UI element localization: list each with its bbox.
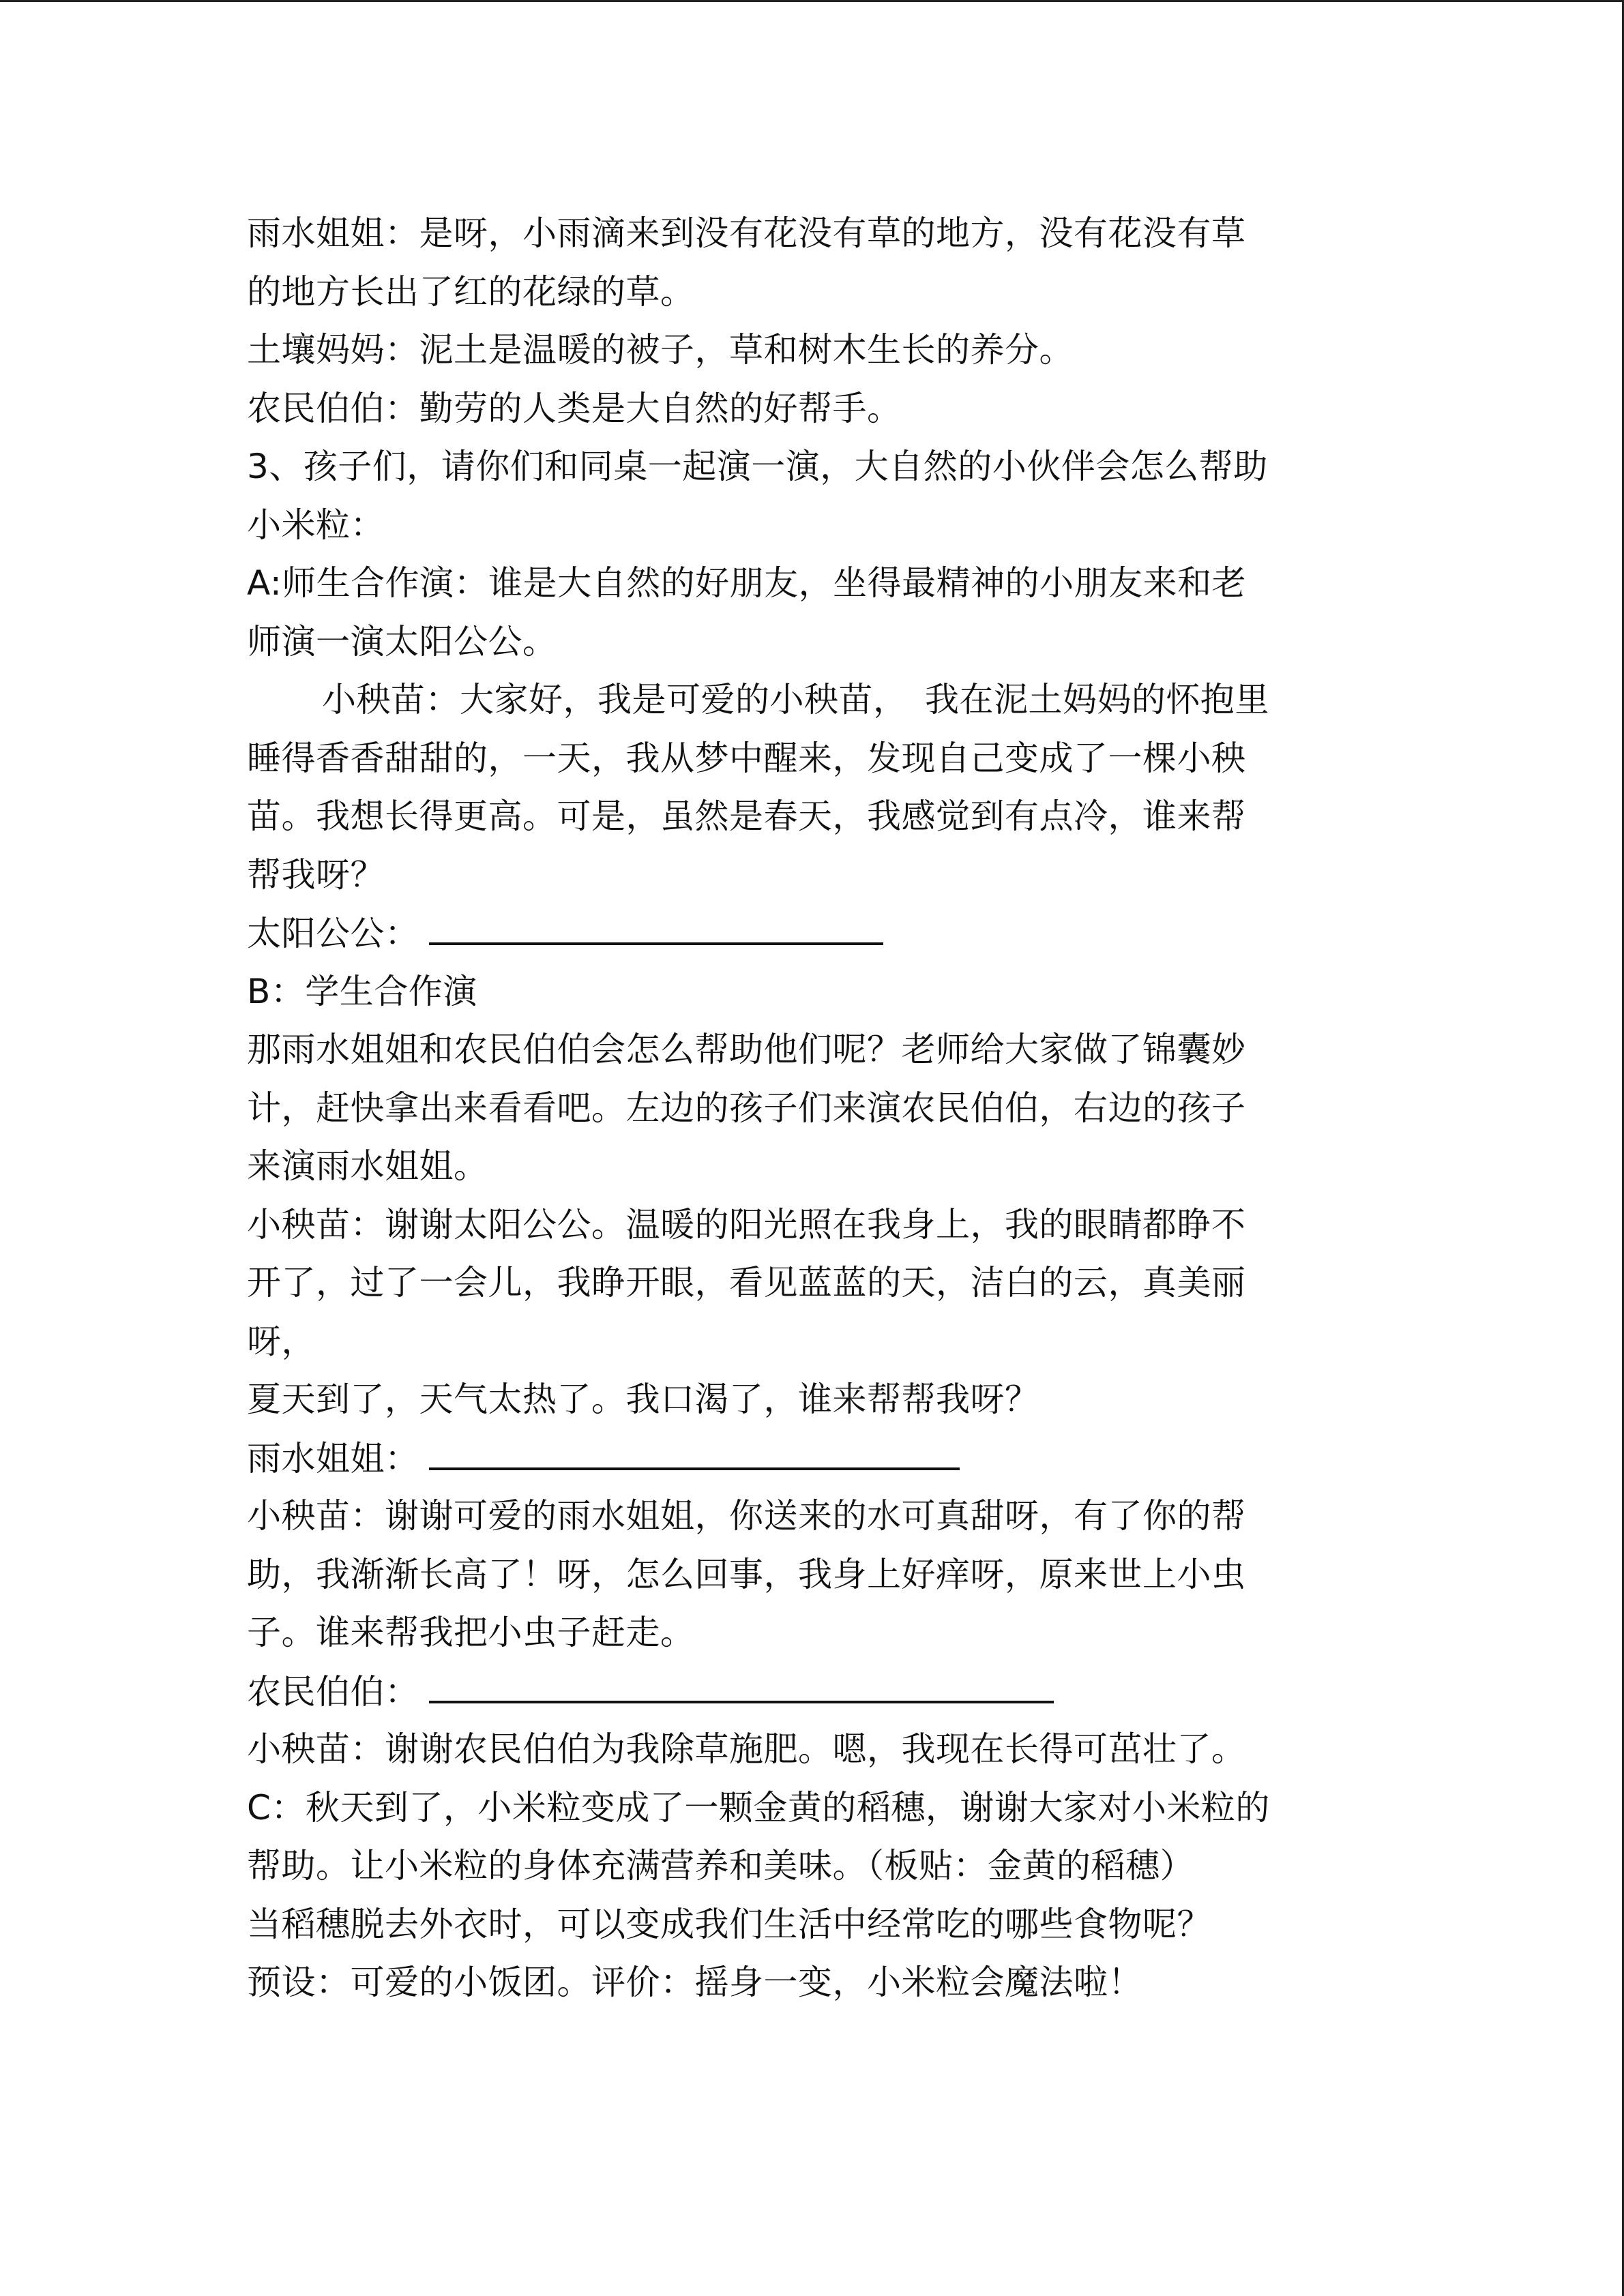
text-line: A:师生合作演：谁是大自然的好朋友，坐得最精神的小朋友来和老: [247, 563, 1247, 603]
text-line-with-blank: [247, 1663, 1406, 1721]
text-line: 开了，过了一会儿，我睁开眼，看见蓝蓝的天，洁白的云，真美丽: [247, 1263, 1246, 1302]
text-line: 那雨水姐姐和农民伯伯会怎么帮助他们呢？老师给大家做了锦囊妙: [247, 1030, 1246, 1069]
text-line-with-blank: [247, 1429, 1406, 1488]
text-line: 小秧苗：谢谢农民伯伯为我除草施肥。嗯，我现在长得可茁壮了。: [247, 1729, 1246, 1769]
text-line: 小秧苗：谢谢可爱的雨水姐姐，你送来的水可真甜呀，有了你的帮: [247, 1496, 1246, 1536]
speaker-label: 太阳公公：: [247, 914, 419, 953]
speaker-label: 农民伯伯：: [247, 1671, 419, 1712]
text-line: 小米粒：: [247, 505, 385, 545]
text-line: 计，赶快拿出来看看吧。左边的孩子们来演农民伯伯，右边的孩子: [247, 1088, 1246, 1128]
text-line: 助，我渐渐长高了！呀，怎么回事，我身上好痒呀，原来世上小虫: [247, 1554, 1246, 1594]
text-line: 帮助。让小米粒的身体充满营养和美味。（板贴：金黄的稻穗）: [247, 1846, 1194, 1885]
text-line: 师演一演太阳公公。: [247, 621, 557, 661]
text-line: 3、孩子们，请你们和同桌一起演一演，大自然的小伙伴会怎么帮助: [247, 447, 1268, 486]
text-line: 土壤妈妈：泥土是温暖的被子，草和树木生长的养分。: [247, 330, 1074, 370]
text-line: 雨水姐姐：是呀，小雨滴来到没有花没有草的地方，没有花没有草: [247, 213, 1246, 253]
fill-in-blank: [429, 1429, 960, 1470]
text-line: 当稻穗脱去外衣时，可以变成我们生活中经常吃的哪些食物呢？: [247, 1904, 1211, 1944]
text-line: 的地方长出了红的花绿的草。: [247, 271, 695, 312]
text-line: 小秧苗：大家好，我是可爱的小秧苗， 我在泥土妈妈的怀抱里: [322, 680, 1269, 719]
document-body: [247, 205, 1406, 2012]
fill-in-blank: [429, 1663, 1054, 1703]
text-line: 来演雨水姐姐。: [247, 1146, 488, 1186]
text-line: 睡得香香甜甜的，一天，我从梦中醒来，发现自己变成了一棵小秧: [247, 738, 1246, 778]
text-line: 帮我呀？: [247, 854, 385, 895]
text-line: 农民伯伯：勤劳的人类是大自然的好帮手。: [247, 388, 902, 428]
text-line: B：学生合作演: [247, 971, 477, 1011]
text-line: C：秋天到了，小米粒变成了一颗金黄的稻穗，谢谢大家对小米粒的: [247, 1787, 1270, 1828]
fill-in-blank: [429, 904, 883, 945]
text-line-with-blank: [247, 904, 1406, 963]
text-line: 苗。我想长得更高。可是，虽然是春天，我感觉到有点冷，谁来帮: [247, 796, 1246, 836]
text-line: 小秧苗：谢谢太阳公公。温暖的阳光照在我身上，我的眼睛都睁不: [247, 1204, 1246, 1244]
text-line: 预设：可爱的小饭团。评价：摇身一变，小米粒会魔法啦！: [247, 1963, 1142, 2002]
text-line: 夏天到了，天气太热了。我口渴了，谁来帮帮我呀？: [247, 1380, 1039, 1419]
speaker-label: 雨水姐姐：: [247, 1438, 419, 1478]
text-line: 呀，: [247, 1321, 316, 1361]
text-line: 子。谁来帮我把小虫子赶走。: [247, 1613, 695, 1652]
page-border-top: [0, 0, 1624, 2]
